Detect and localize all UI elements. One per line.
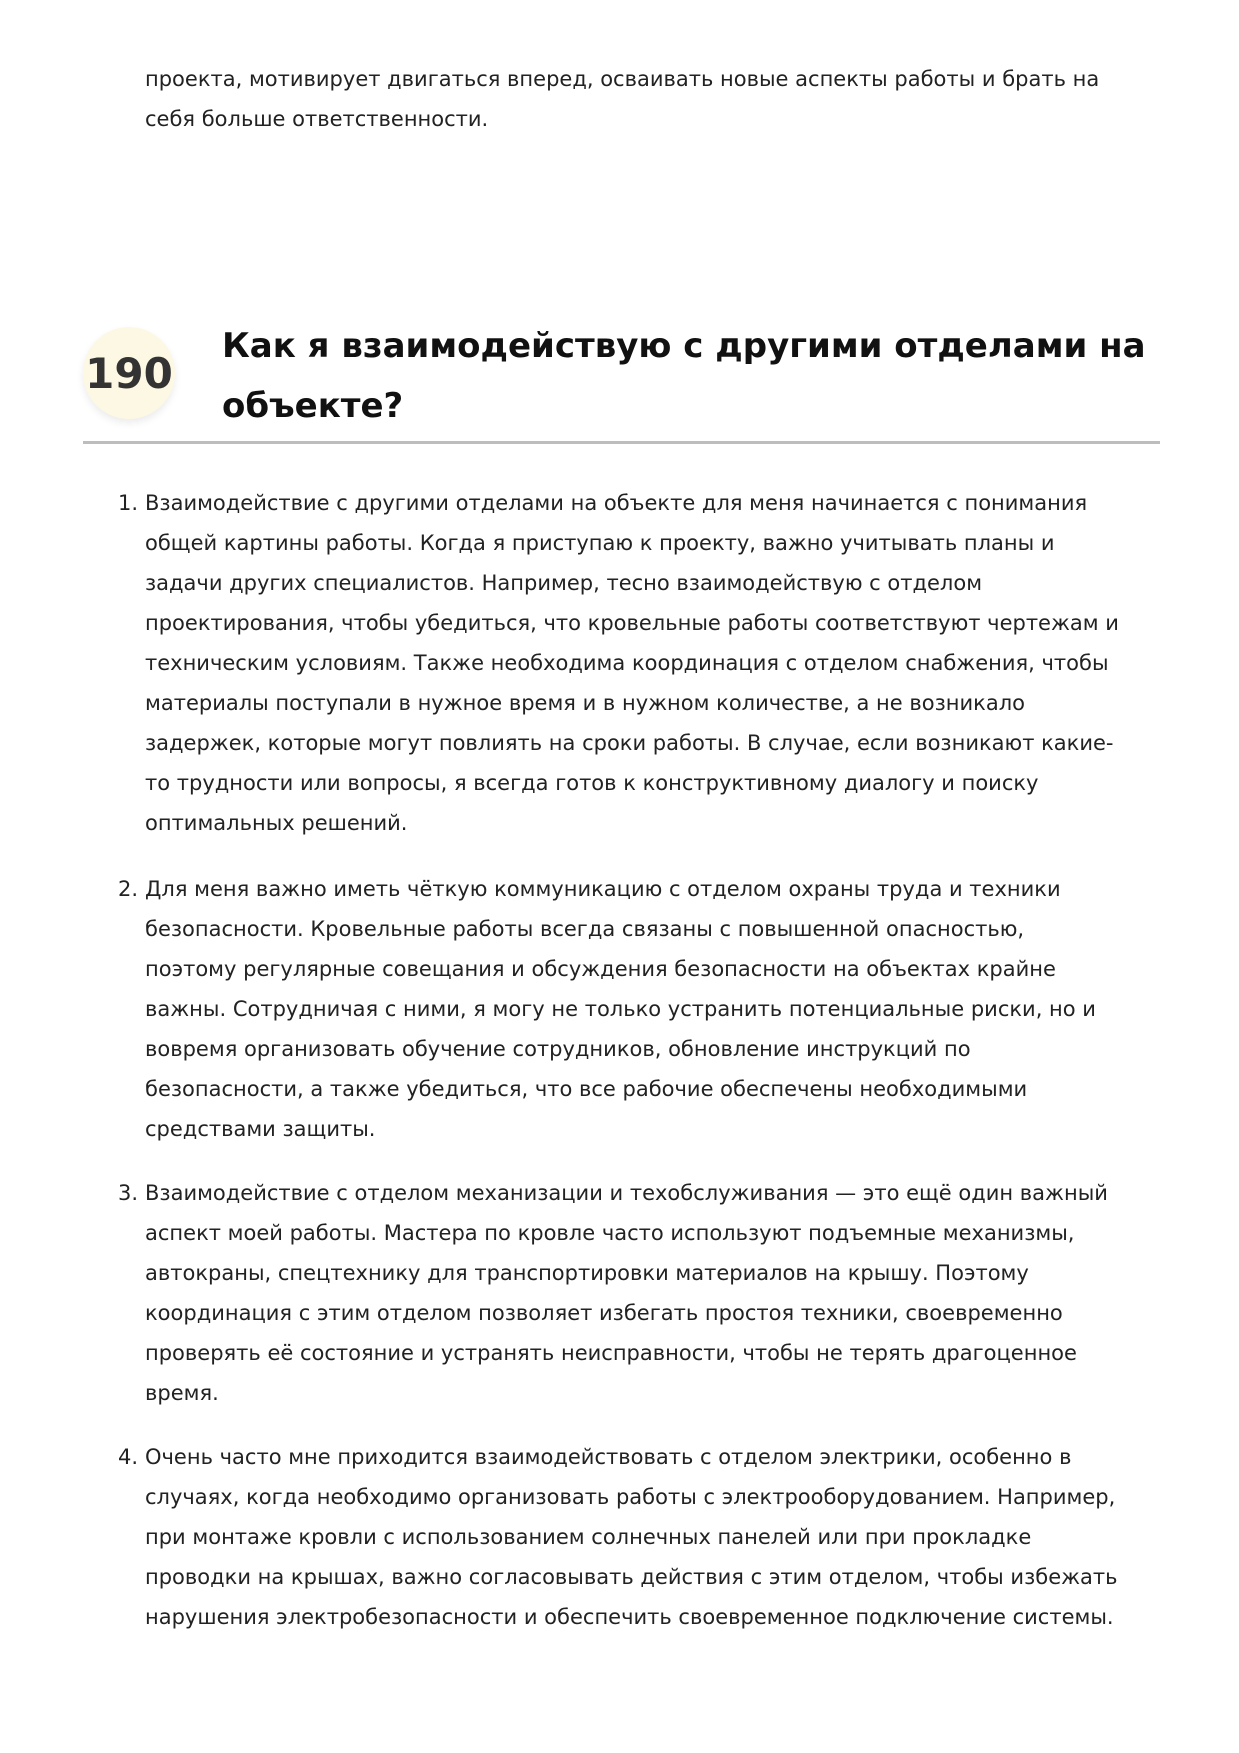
- text-line: Взаимодействие с другими отделами на объекте для меня начинается с понимания: [145, 491, 1088, 515]
- text-line: координация с этим отделом позволяет избегать простоя техники, своевременно: [145, 1301, 1063, 1325]
- text-line: задачи других специалистов. Например, тесно взаимодействую с отделом: [145, 571, 983, 595]
- list-item-number: 1.: [118, 491, 139, 515]
- text-line: время.: [145, 1381, 219, 1405]
- text-line: проекта, мотивирует двигаться вперед, осваивать новые аспекты работы и брать на: [145, 67, 1100, 91]
- text-line: безопасности, а также убедиться, что все рабочие обеспечены необходимыми: [145, 1077, 1028, 1101]
- section-title: [222, 316, 1146, 436]
- text-line: то трудности или вопросы, я всегда готов к конструктивному диалогу и поиску: [145, 771, 1039, 795]
- text-line: оптимальных решений.: [145, 811, 408, 835]
- text-line: вовремя организовать обучение сотрудников, обновление инструкций по: [145, 1037, 971, 1061]
- text-line: поэтому регулярные совещания и обсуждения безопасности на объектах крайне: [145, 957, 1056, 981]
- list-item: [118, 869, 1165, 1149]
- text-line: безопасности. Кровельные работы всегда связаны с повышенной опасностью,: [145, 917, 1025, 941]
- text-line: нарушения электробезопасности и обеспечить своевременное подключение системы.: [145, 1605, 1114, 1629]
- text-line: важны. Сотрудничая с ними, я могу не только устранить потенциальные риски, но и: [145, 997, 1096, 1021]
- list-item: [118, 483, 1165, 843]
- text-line: при монтаже кровли с использованием солнечных панелей или при прокладке: [145, 1525, 1032, 1549]
- text-line: задержек, которые могут повлиять на сроки работы. В случае, если возникают какие-: [145, 731, 1114, 755]
- list-item-number: 4.: [118, 1445, 139, 1469]
- list-item: [118, 1437, 1165, 1637]
- list-item-number: 2.: [118, 877, 139, 901]
- list-item: [118, 1173, 1165, 1413]
- text-line: себя больше ответственности.: [145, 107, 489, 131]
- text-line: материалы поступали в нужное время и в нужном количестве, а не возникало: [145, 691, 1025, 715]
- section-number-badge: 190: [83, 327, 175, 419]
- intro-paragraph: [145, 59, 1165, 139]
- title-line: Как я взаимодействую с другими отделами на: [222, 326, 1146, 366]
- text-line: средствами защиты.: [145, 1117, 376, 1141]
- text-line: проводки на крышах, важно согласовывать действия с этим отделом, чтобы избежать: [145, 1565, 1118, 1589]
- text-line: Для меня важно иметь чёткую коммуникацию с отделом охраны труда и техники: [145, 877, 1061, 901]
- text-line: проектирования, чтобы убедиться, что кровельные работы соответствуют чертежам и: [145, 611, 1119, 635]
- text-line: автокраны, спецтехнику для транспортировки материалов на крышу. Поэтому: [145, 1261, 1029, 1285]
- text-line: случаях, когда необходимо организовать работы с электрооборудованием. Например,: [145, 1485, 1116, 1509]
- text-line: Взаимодействие с отделом механизации и техобслуживания — это ещё один важный: [145, 1181, 1108, 1205]
- text-line: проверять её состояние и устранять неисправности, чтобы не терять драгоценное: [145, 1341, 1077, 1365]
- text-line: общей картины работы. Когда я приступаю к проекту, важно учитывать планы и: [145, 531, 1055, 555]
- list-item-number: 3.: [118, 1181, 139, 1205]
- text-line: Очень часто мне приходится взаимодействовать с отделом электрики, особенно в: [145, 1445, 1072, 1469]
- section-divider: [83, 441, 1160, 444]
- title-line: объекте?: [222, 386, 404, 426]
- text-line: аспект моей работы. Мастера по кровле часто используют подъемные механизмы,: [145, 1221, 1075, 1245]
- text-line: техническим условиям. Также необходима координация с отделом снабжения, чтобы: [145, 651, 1109, 675]
